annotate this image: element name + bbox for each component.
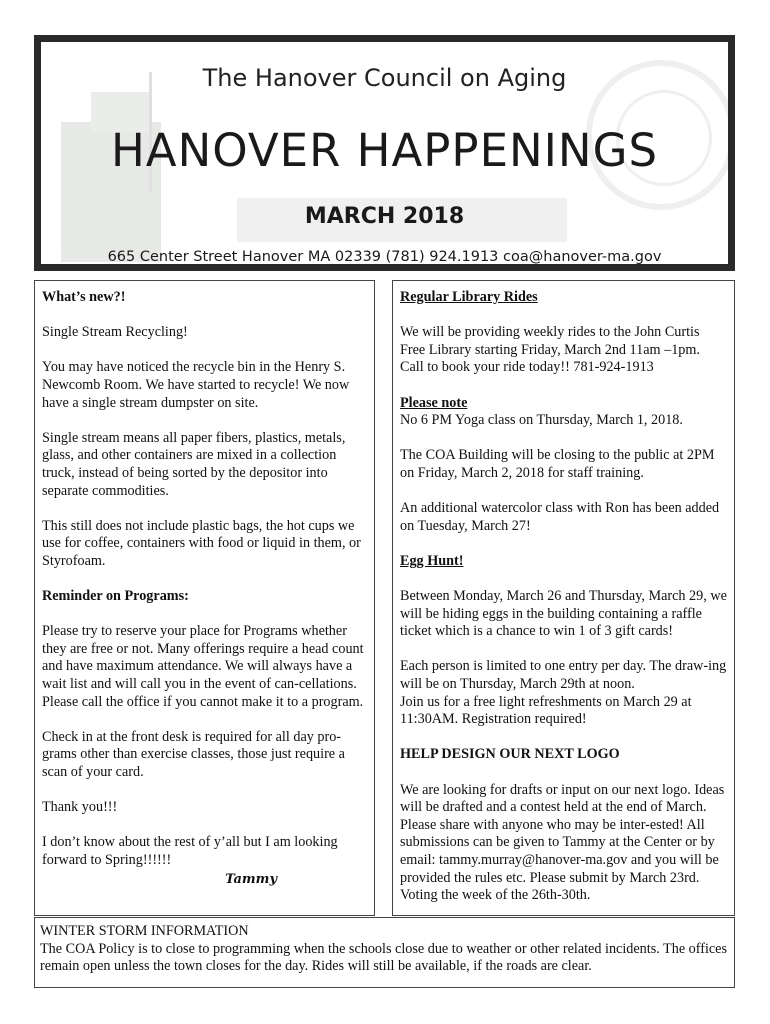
refreshments-text: Join us for a free light refreshments on March 29 at 11:30AM. Registration required! bbox=[400, 693, 692, 728]
organization-name: The Hanover Council on Aging bbox=[202, 64, 567, 92]
logo-paragraph: We are looking for drafts or input on our next logo. Ideas will be drafted and a contest held at the end of March. Please share with anyone who may be inter-ested! All submissions can be given to Tammy at the Center or by email: tammy.murray@hanover-ma.gov and you will be provided the rules etc. Please submit by March 23rd. Voting the week of the 26th-30th. bbox=[400, 781, 725, 904]
single-stream-paragraph: Single stream means all paper fibers, plastics, metals, glass, and other containers are mixed in a collection truck, instead of being sorted by the depositor into separate commodities. bbox=[42, 429, 346, 499]
issue-date: MARCH 2018 bbox=[304, 204, 465, 229]
yoga-note: No 6 PM Yoga class on Thursday, March 1, 2018. bbox=[400, 412, 683, 429]
logo-heading: HELP DESIGN OUR NEXT LOGO bbox=[400, 746, 620, 763]
reminder-heading: Reminder on Programs: bbox=[42, 588, 189, 605]
winter-storm-heading: WINTER STORM INFORMATION bbox=[40, 923, 249, 939]
spring-paragraph: I don’t know about the rest of y’all but I am looking forward to Spring!!!!!! bbox=[42, 834, 338, 868]
reserve-paragraph: Please try to reserve your place for Programs whether they are free or not. Many offerings require a head count and have maximum attendance. We will always have a wait list and will call you in the event of can-cellations. Please call the office if you cannot make it to a program. bbox=[42, 623, 364, 710]
newsletter-title: HANOVER HAPPENINGS bbox=[110, 124, 659, 177]
newsletter-header bbox=[34, 35, 735, 271]
closing-paragraph: The COA Building will be closing to the public at 2PM on Friday, March 2, 2018 for staff training. bbox=[400, 447, 715, 481]
watercolor-paragraph: An additional watercolor class with Ron has been added on Tuesday, March 27! bbox=[400, 500, 720, 534]
exclusions-paragraph: This still does not include plastic bags, the hot cups we use for coffee, containers with food or liquid in them, or Styrofoam. bbox=[42, 517, 361, 569]
egg-hunt-heading: Egg Hunt! bbox=[400, 552, 464, 569]
left-column bbox=[34, 280, 375, 916]
check-in-paragraph: Check in at the front desk is required for all day pro-grams other than exercise classes, those just require a scan of your card. bbox=[42, 728, 345, 781]
signature: Tammy bbox=[225, 872, 277, 888]
winter-storm-text: The COA Policy is to close to programming when the schools close due to weather or other related incidents. The offices remain open unless the town closes for the day. Rides will still be available, if the roads are clear. bbox=[40, 940, 728, 975]
recycling-paragraph: You may have noticed the recycle bin in the Henry S. Newcomb Room. We have started to recycle! We now have a single stream dumpster on site. bbox=[42, 359, 350, 411]
library-rides-heading: Regular Library Rides bbox=[400, 289, 538, 305]
egg-hunt-paragraph: Between Monday, March 26 and Thursday, March 29, we will be hiding eggs in the building containing a raffle ticket which is a chance to win 1 of 3 gift cards! bbox=[400, 588, 727, 640]
please-note-heading: Please note bbox=[400, 394, 468, 411]
entry-limit-text: Each person is limited to one entry per day. The draw-ing will be on Thursday, March 29th at noon. bbox=[400, 658, 727, 693]
right-column bbox=[392, 280, 735, 916]
recycling-heading: Single Stream Recycling! bbox=[42, 324, 188, 341]
library-rides-paragraph: We will be providing weekly rides to the John Curtis Free Library starting Friday, March 2nd 11am –1pm. Call to book your ride today!! 781-924-1913 bbox=[400, 324, 700, 376]
winter-storm-box bbox=[34, 917, 735, 988]
whats-new-heading: What’s new?! bbox=[42, 289, 126, 305]
contact-line: 665 Center Street Hanover MA 02339 (781) 924.1913 coa@hanover-ma.gov bbox=[107, 249, 662, 265]
thank-you-text: Thank you!!! bbox=[42, 799, 118, 816]
